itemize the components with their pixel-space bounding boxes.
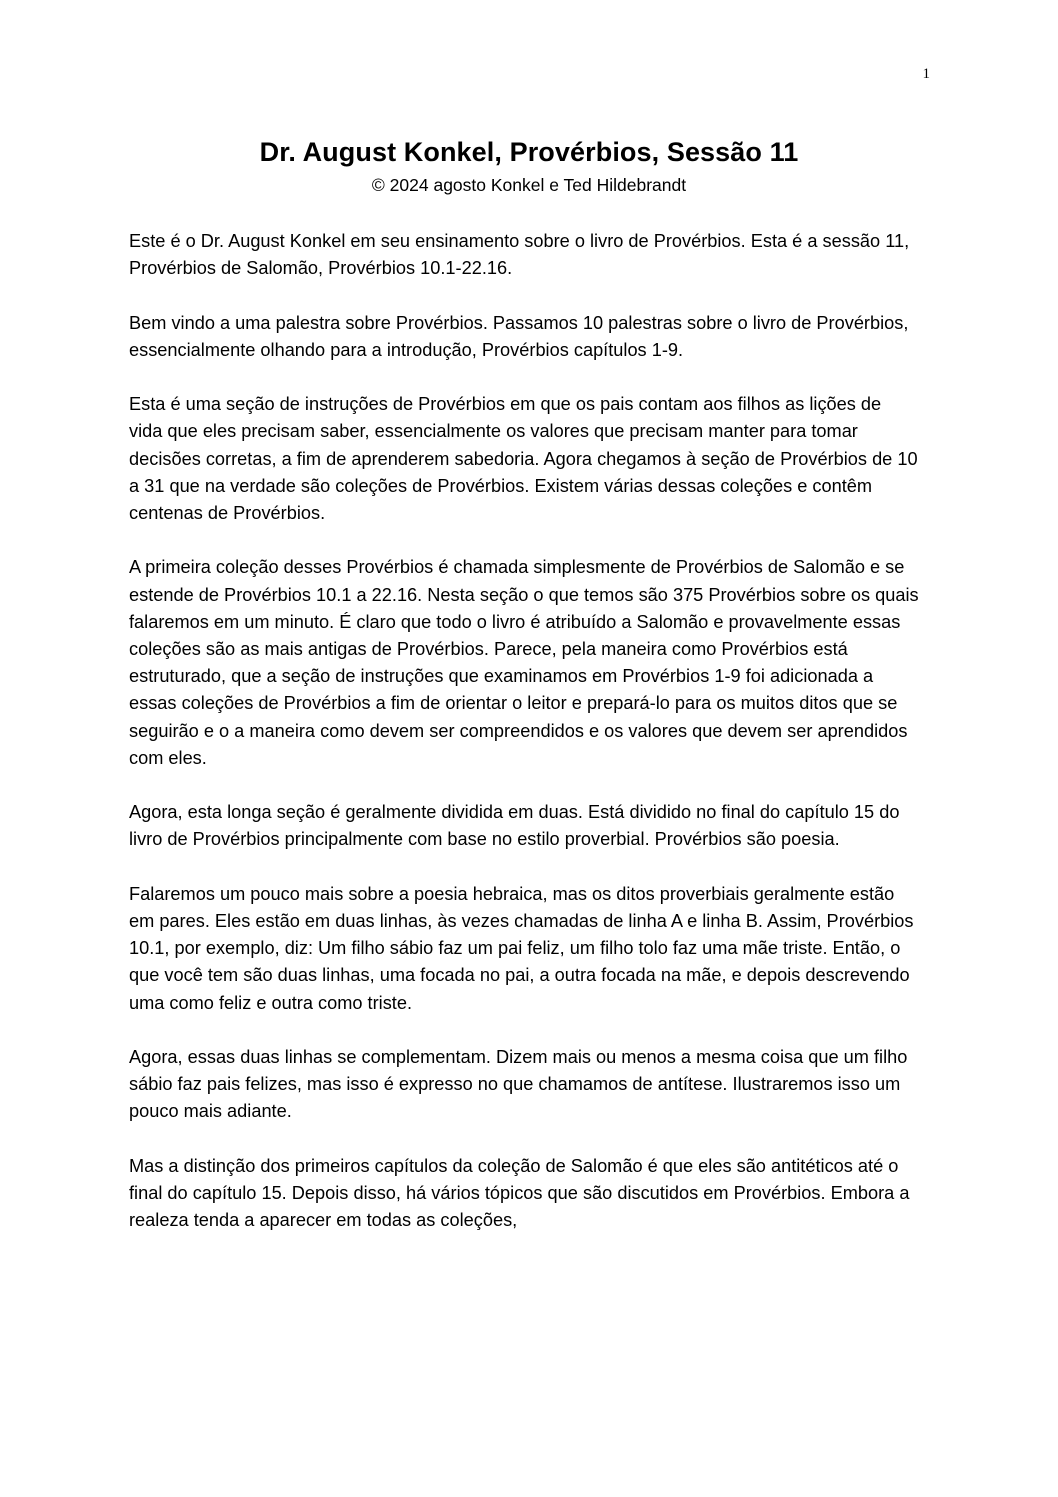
paragraph: A primeira coleção desses Provérbios é chamada simplesmente de Provérbios de Salomão e se estende de Provérbios 10.1 a 22.16. Nesta seção o que temos são 375 Provérbios sobre os quais falaremos em um minuto. É claro que todo o livro é atribuído a Salomão e provavelmente essas coleções são as mais antigas de Provérbios. Parece, pela maneira como Provérbios está estruturado, que a seção de instruções que examinamos em Provérbios 1-9 foi adicionada a essas coleções de Provérbios a fim de orientar o leitor e prepará-lo para os muitos ditos que se seguirão e o a maneira como devem ser compreendidos e os valores que devem ser aprendidos com eles. [129, 557, 919, 768]
document-title: Dr. August Konkel, Provérbios, Sessão 11 [259, 137, 799, 167]
document-body [129, 228, 919, 1262]
page-number: 1 [922, 66, 930, 82]
paragraph: Bem vindo a uma palestra sobre Provérbios. Passamos 10 palestras sobre o livro de Provérbios, essencialmente olhando para a introdução, Provérbios capítulos 1-9. [129, 312, 909, 360]
paragraph: Falaremos um pouco mais sobre a poesia hebraica, mas os ditos proverbiais geralmente estão em pares. Eles estão em duas linhas, às vezes chamadas de linha A e linha B. Assim, Provérbios 10.1, por exemplo, diz: Um filho sábio faz um pai feliz, um filho tolo faz uma mãe triste. Então, o que você tem são duas linhas, uma focada no pai, a outra focada na mãe, e depois descrevendo uma como feliz e outra como triste. [129, 883, 914, 1013]
paragraph: Mas a distinção dos primeiros capítulos da coleção de Salomão é que eles são antitéticos até o final do capítulo 15. Depois disso, há vários tópicos que são discutidos em Provérbios. Embora a realeza tenda a aparecer em todas as coleções, [129, 1155, 910, 1231]
paragraph: Este é o Dr. August Konkel em seu ensinamento sobre o livro de Provérbios. Esta é a sessão 11, Provérbios de Salomão, Provérbios 10.1-22.16. [129, 231, 910, 279]
document-subtitle: © 2024 agosto Konkel e Ted Hildebrandt [371, 175, 687, 195]
paragraph: Agora, esta longa seção é geralmente dividida em duas. Está dividido no final do capítulo 15 do livro de Provérbios principalmente com base no estilo proverbial. Provérbios são poesia. [129, 802, 900, 850]
paragraph: Esta é uma seção de instruções de Provérbios em que os pais contam aos filhos as lições de vida que eles precisam saber, essencialmente os valores que precisam manter para tomar decisões corretas, a fim de aprenderem sabedoria. Agora chegamos à seção de Provérbios de 10 a 31 que na verdade são coleções de Provérbios. Existem várias dessas coleções e contêm centenas de Provérbios. [129, 394, 918, 523]
paragraph: Agora, essas duas linhas se complementam. Dizem mais ou menos a mesma coisa que um filho sábio faz pais felizes, mas isso é expresso no que chamamos de antítese. Ilustraremos isso um pouco mais adiante. [129, 1047, 908, 1122]
